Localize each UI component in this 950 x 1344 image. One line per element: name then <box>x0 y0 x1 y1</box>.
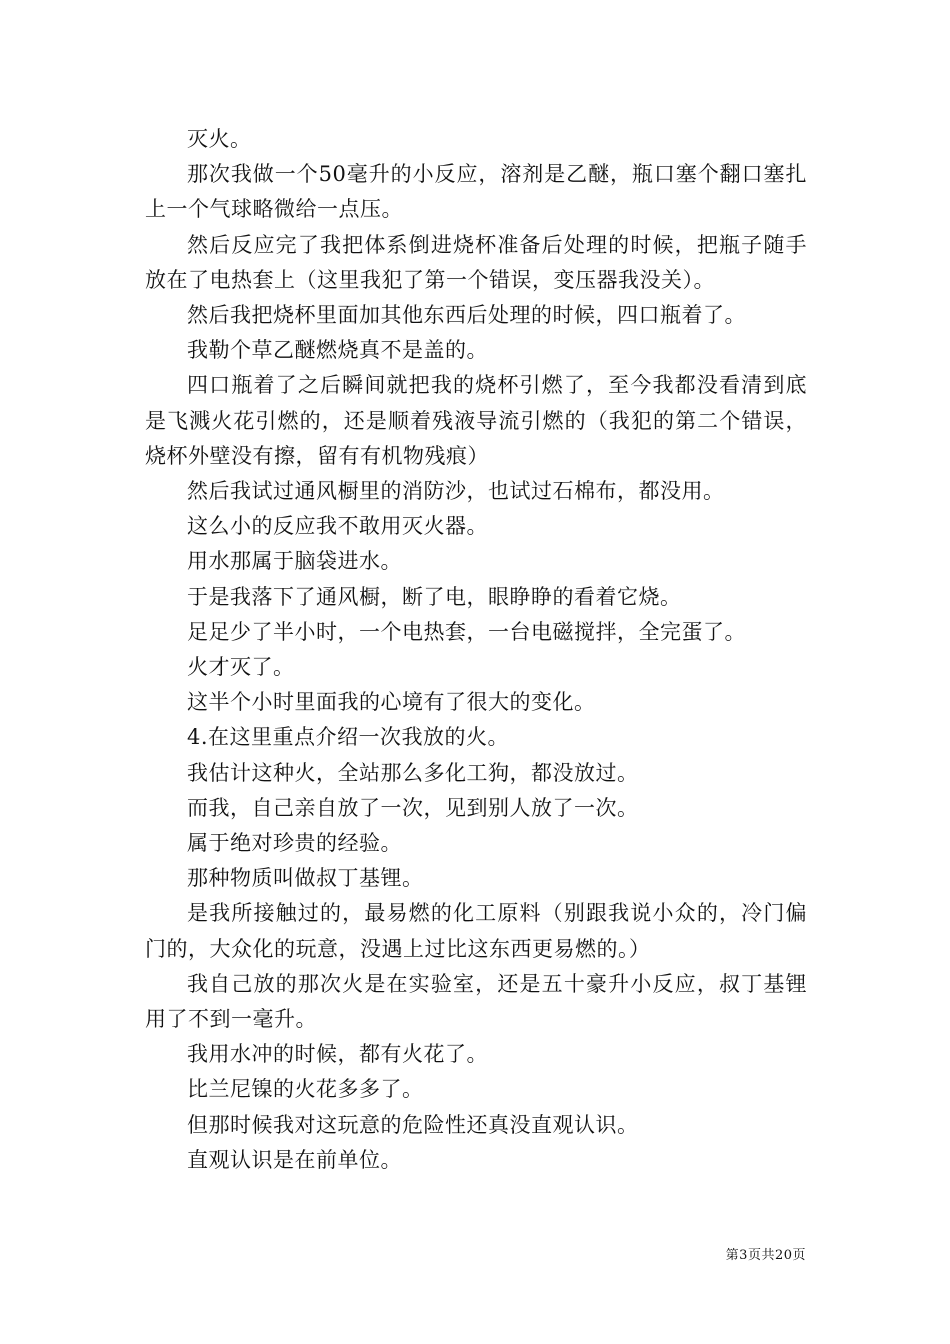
paragraph: 4.在这里重点介绍一次我放的火。 <box>187 725 510 750</box>
paragraph: 我用水冲的时候，都有火花了。 <box>187 1042 488 1067</box>
paragraph: 这半个小时里面我的心境有了很大的变化。 <box>187 690 596 715</box>
paragraph: 四口瓶着了之后瞬间就把我的烧杯引燃了，至今我都没看清到底是飞溅火花引燃的，还是顺着残液导流引燃的（我犯的第二个错误，烧杯外壁没有擦，留有有机物残痕） <box>145 373 807 468</box>
paragraph: 而我，自己亲自放了一次，见到别人放了一次。 <box>187 795 639 820</box>
paragraph: 那次我做一个50毫升的小反应，溶剂是乙醚，瓶口塞个翻口塞扎上一个气球略微给一点压。 <box>145 162 807 222</box>
paragraph: 然后反应完了我把体系倒进烧杯准备后处理的时候，把瓶子随手放在了电热套上（这里我犯了第一个错误，变压器我没关）。 <box>145 232 807 292</box>
paragraph: 然后我试过通风橱里的消防沙，也试过石棉布，都没用。 <box>187 479 725 504</box>
paragraph: 是我所接触过的，最易燃的化工原料（别跟我说小众的，冷门偏门的，大众化的玩意，没遇上过比这东西更易燃的。） <box>145 901 807 961</box>
paragraph: 我勒个草乙醚燃烧真不是盖的。 <box>187 338 488 363</box>
paragraph: 足足少了半小时，一个电热套，一台电磁搅拌，全完蛋了。 <box>187 619 746 644</box>
paragraph: 于是我落下了通风橱，断了电，眼睁睁的看着它烧。 <box>187 584 682 609</box>
paragraph: 属于绝对珍贵的经验。 <box>187 831 402 856</box>
paragraph: 但那时候我对这玩意的危险性还真没直观认识。 <box>187 1112 639 1137</box>
paragraph: 我自己放的那次火是在实验室，还是五十豪升小反应，叔丁基锂用了不到一毫升。 <box>145 971 807 1032</box>
paragraph: 这么小的反应我不敢用灭火器。 <box>187 514 488 539</box>
paragraph: 然后我把烧杯里面加其他东西后处理的时候，四口瓶着了。 <box>187 303 746 328</box>
paragraph: 直观认识是在前单位。 <box>187 1147 402 1172</box>
paragraph: 灭火。 <box>187 127 252 151</box>
page-number: 第3页共20页 <box>725 1248 806 1263</box>
paragraph: 火才灭了。 <box>187 655 295 680</box>
paragraph: 比兰尼镍的火花多多了。 <box>187 1077 424 1102</box>
document-body <box>145 122 807 1178</box>
paragraph: 我估计这种火，全站那么多化工狗，都没放过。 <box>187 760 639 785</box>
paragraph: 那种物质叫做叔丁基锂。 <box>187 866 424 891</box>
paragraph: 用水那属于脑袋进水。 <box>187 549 402 574</box>
